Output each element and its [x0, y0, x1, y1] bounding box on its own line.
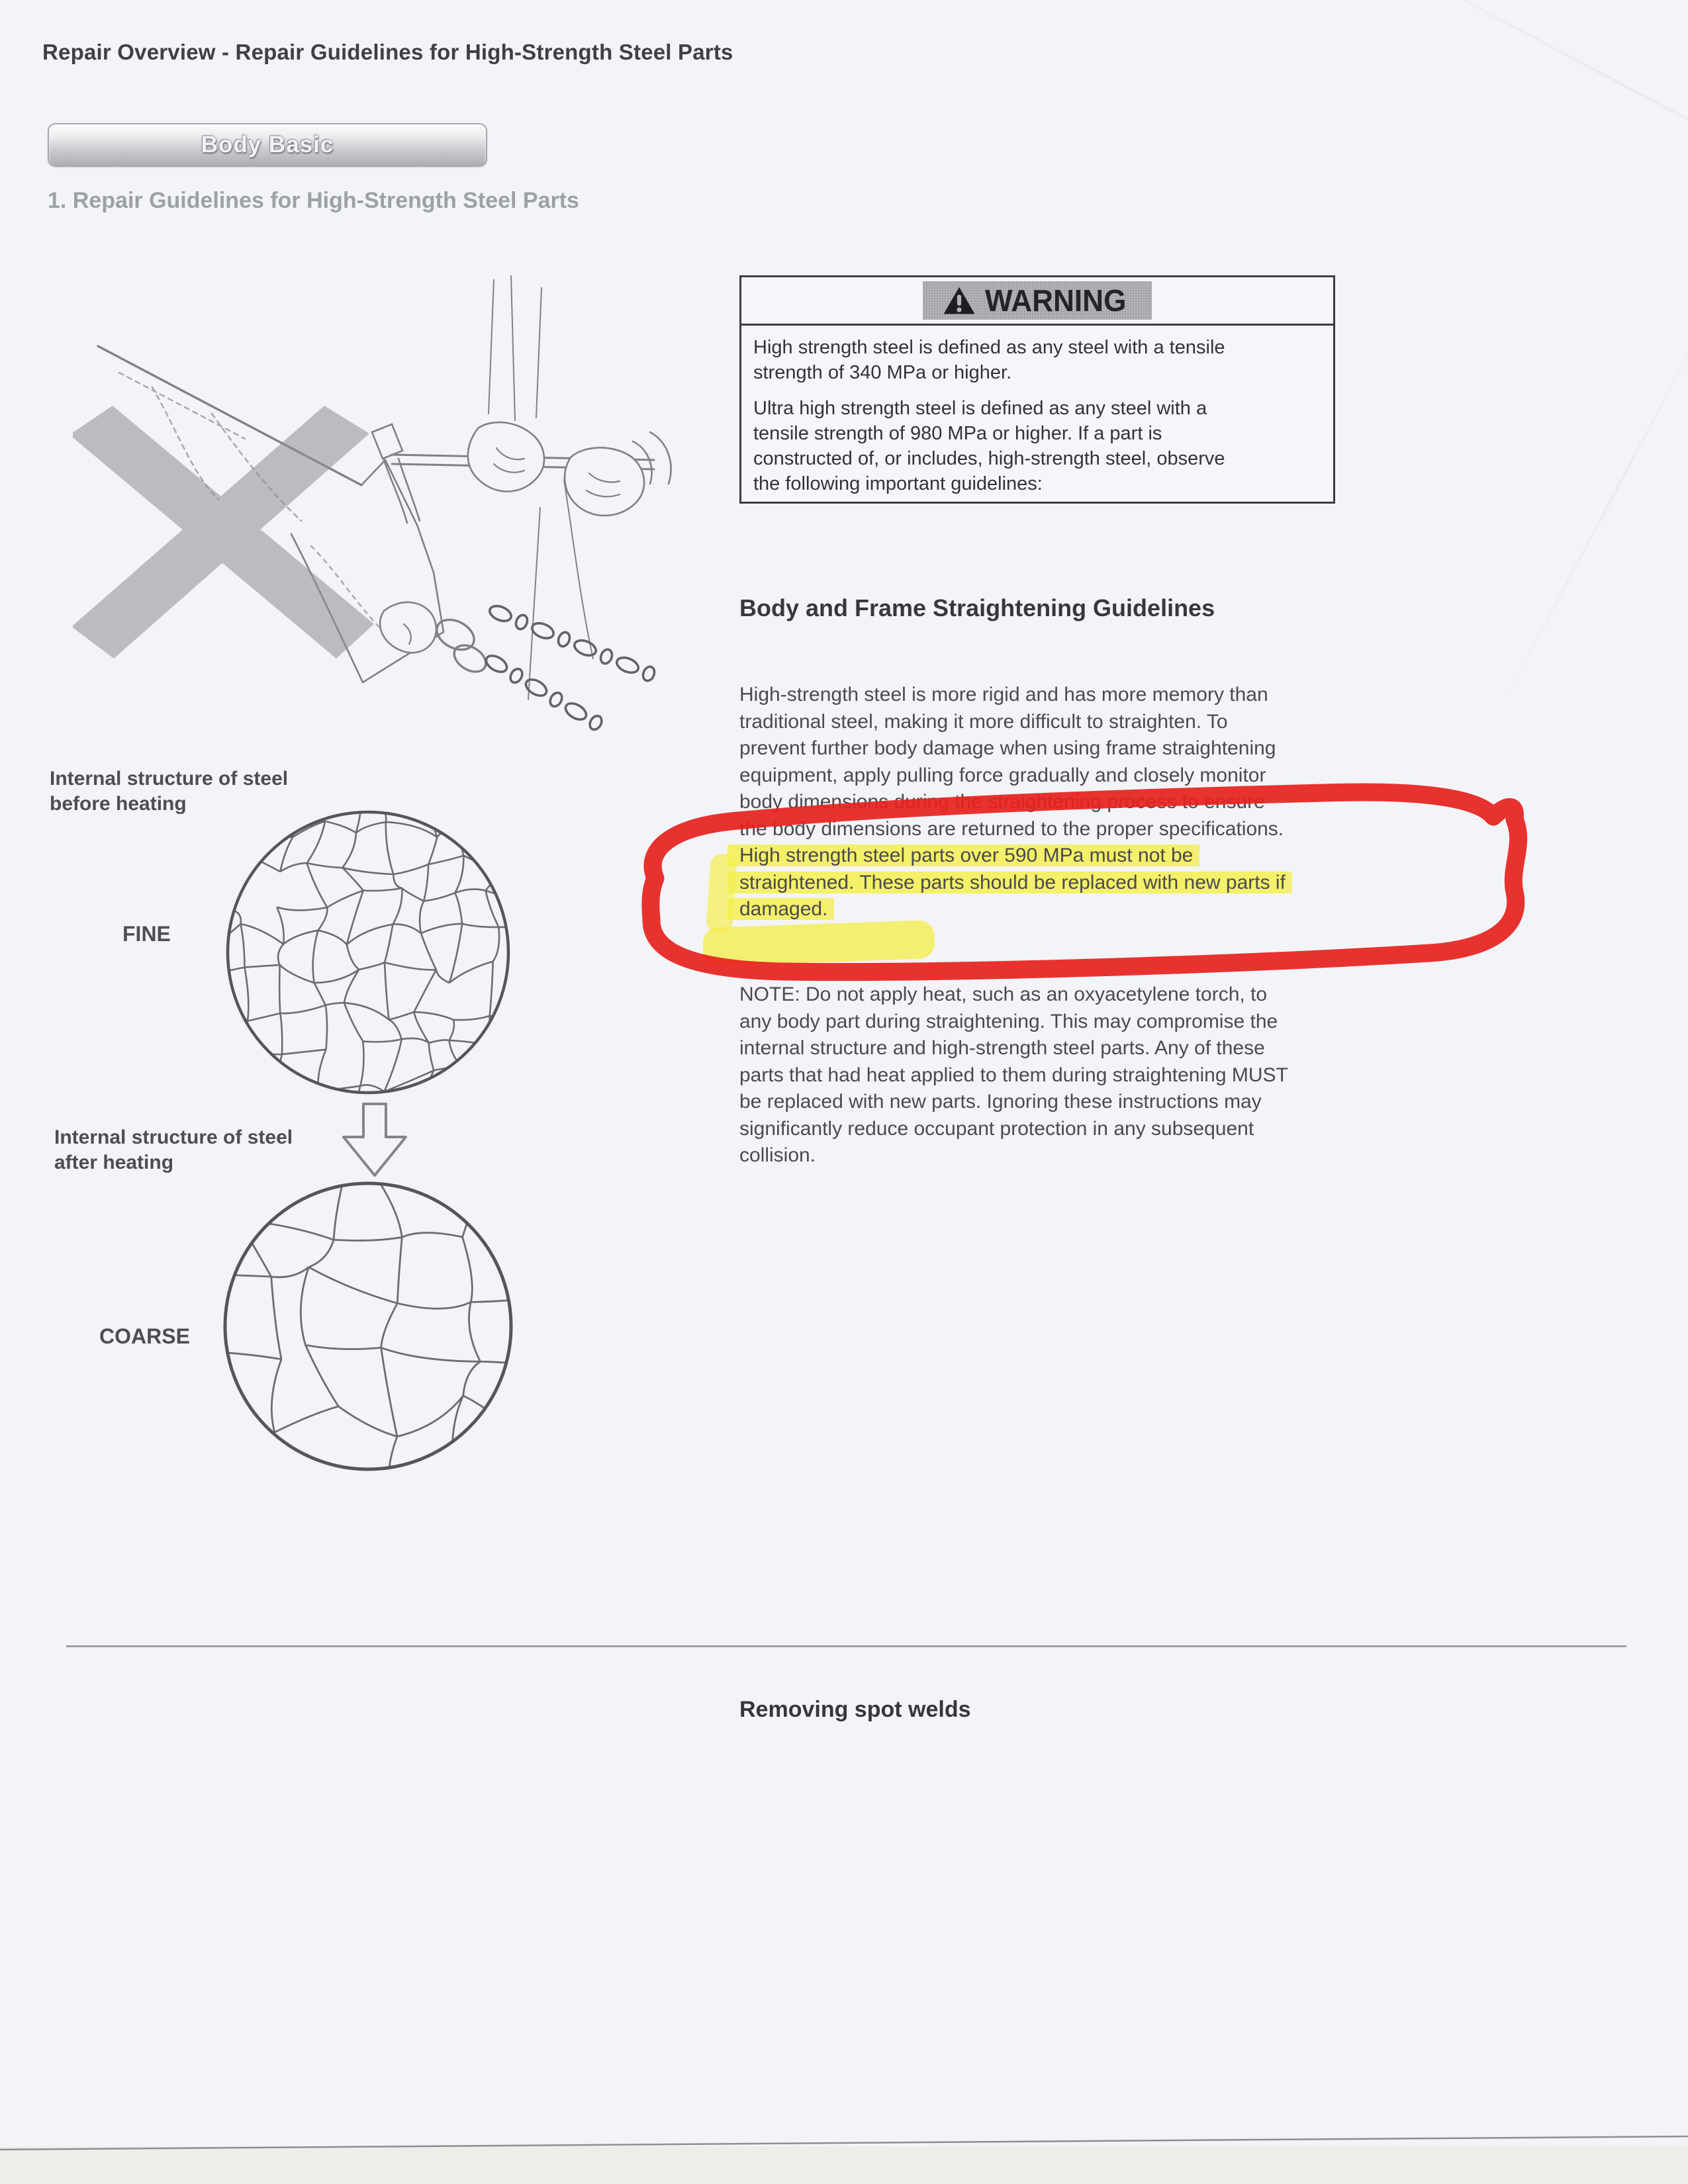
- note-text-line: be replaced with new parts. Ignoring these instructions may: [739, 1091, 1262, 1113]
- section-divider: [66, 1645, 1626, 1647]
- warning-text-line: the following important guidelines:: [753, 473, 1043, 494]
- note-text-line: parts that had heat applied to them during straightening MUST: [739, 1064, 1288, 1086]
- warning-text-line: constructed of, or includes, high-strength steel, observe: [753, 448, 1225, 469]
- body-text-line: body dimensions during the straightening process to ensure: [739, 791, 1265, 813]
- highlighted-text-line: High strength steel parts over 590 MPa must not be: [739, 844, 1194, 866]
- body-text-line: the body dimensions are returned to the proper specifications.: [739, 817, 1284, 840]
- prohibited-straightening-illustration: [73, 261, 682, 731]
- chain-links: [483, 603, 656, 731]
- warning-text-line: High strength steel is defined as any steel with a tensile: [753, 337, 1225, 358]
- note-text-line: internal structure and high-strength steel parts. Any of these: [739, 1037, 1265, 1059]
- warning-text-line: strength of 340 MPa or higher.: [753, 362, 1012, 383]
- guidelines-heading: Body and Frame Straightening Guidelines: [739, 594, 1215, 621]
- warning-box: [739, 275, 1335, 504]
- fine-grain-structure-diagram: [220, 805, 516, 1100]
- warning-text-line: Ultra high strength steel is defined as any steel with a: [753, 398, 1207, 419]
- highlighted-text-line: damaged.: [739, 898, 828, 920]
- body-basic-label: Body Basic: [201, 132, 334, 158]
- warning-text-line: tensile strength of 980 MPa or higher. If a part is: [753, 423, 1162, 444]
- warning-header-strip: [923, 281, 1152, 320]
- warning-label: WARNING: [984, 283, 1127, 318]
- prohibition-x-icon: [73, 406, 374, 659]
- fine-label: FINE: [122, 922, 171, 946]
- after-heating-label: Internal structure of steel after heating: [54, 1126, 293, 1173]
- note-text-line: collision.: [739, 1144, 816, 1166]
- warning-triangle-icon: [943, 286, 976, 315]
- body-text-line: High-strength steel is more rigid and has more memory than: [739, 684, 1268, 705]
- body-text-line: equipment, apply pulling force gradually and closely monitor: [739, 764, 1266, 786]
- scanner-background: [0, 2146, 1688, 2184]
- paper-crease: [1489, 282, 1688, 727]
- paper-crease: [1328, 0, 1688, 234]
- note-paragraph: [739, 981, 1401, 1169]
- body-basic-button: [48, 123, 487, 167]
- coarse-label: COARSE: [99, 1324, 190, 1348]
- red-marker-circle: [609, 776, 1549, 1001]
- page-title: Repair Overview - Repair Guidelines for High-Strength Steel Parts: [42, 40, 733, 64]
- highlighted-text-line: straightened. These parts should be replaced with new parts if: [739, 871, 1286, 893]
- before-heating-label: Internal structure of steel before heating: [50, 768, 289, 815]
- section-heading: 1. Repair Guidelines for High-Strength Steel Parts: [48, 188, 579, 213]
- note-text-line: any body part during straightening. This may compromise the: [739, 1010, 1278, 1032]
- note-text-line: NOTE: Do not apply heat, such as an oxyacetylene torch, to: [739, 983, 1268, 1005]
- next-section-heading: Removing spot welds: [739, 1697, 971, 1722]
- note-text-line: significantly reduce occupant protection in any subsequent: [739, 1117, 1254, 1140]
- coarse-grain-structure-diagram: [218, 1177, 518, 1476]
- warning-header: [741, 277, 1333, 326]
- down-arrow-icon: [334, 1101, 415, 1181]
- warning-body: [741, 326, 1333, 502]
- body-text-line: traditional steel, making it more difficult to straighten. To: [739, 710, 1228, 733]
- body-text-line: prevent further body damage when using frame straightening: [739, 737, 1276, 759]
